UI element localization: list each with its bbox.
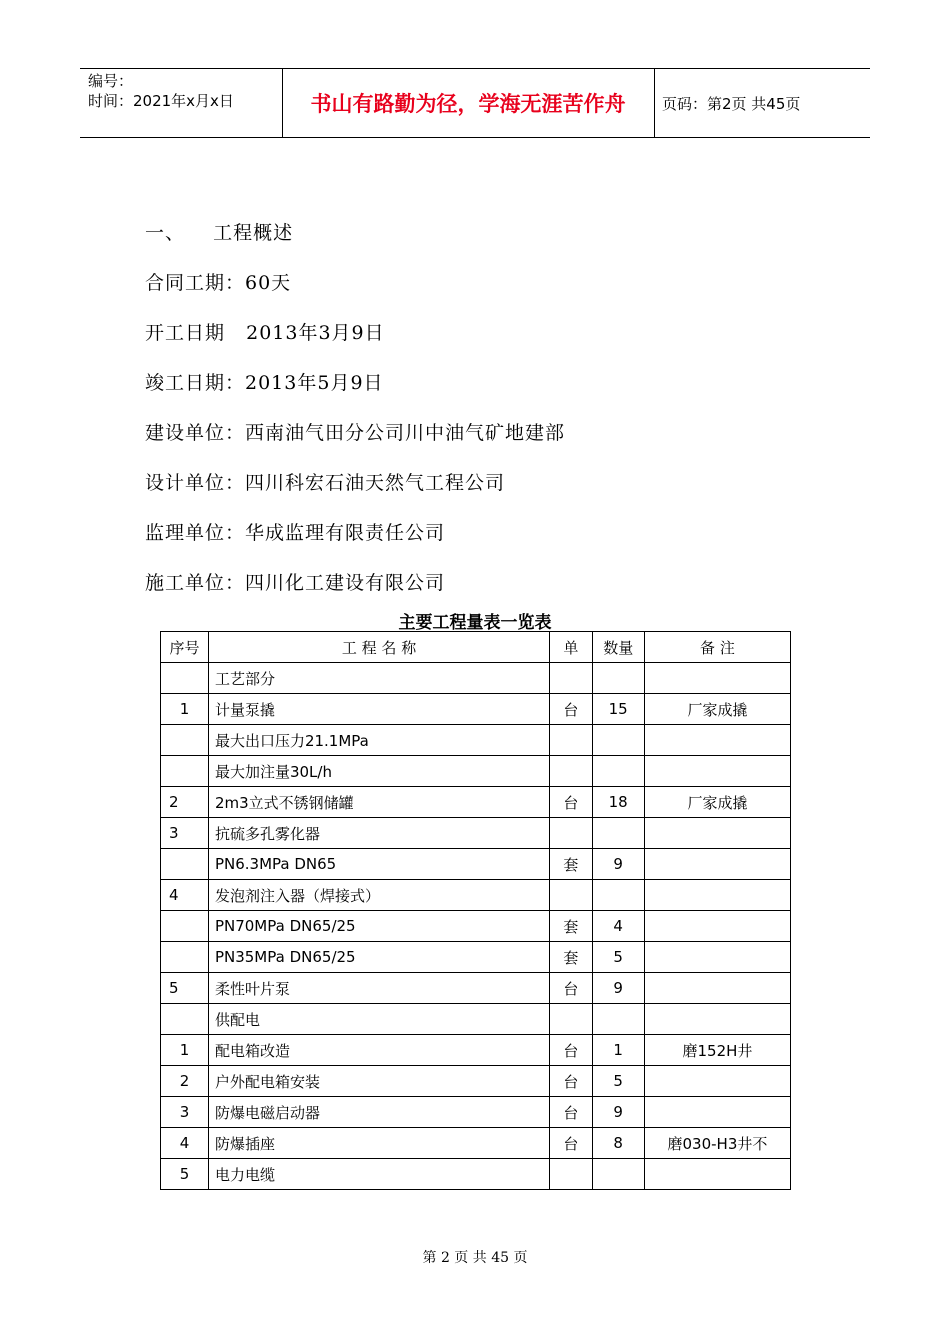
row-name: 最大加注量30L/h xyxy=(208,756,549,787)
row-quantity: 9 xyxy=(592,973,644,1004)
row-name: 工艺部分 xyxy=(208,663,549,694)
row-number xyxy=(161,1004,209,1035)
row-remark xyxy=(644,973,790,1004)
table-row xyxy=(161,1159,791,1190)
header-page-number: 页码：第2页 共45页 xyxy=(662,94,801,113)
header-remark: 备 注 xyxy=(644,632,790,663)
row-name: 配电箱改造 xyxy=(208,1035,549,1066)
row-unit xyxy=(550,725,592,756)
row-name: 最大出口压力21.1MPa xyxy=(208,725,549,756)
row-quantity: 4 xyxy=(592,911,644,942)
table-row xyxy=(161,973,791,1004)
header-divider xyxy=(654,69,655,137)
row-number xyxy=(161,942,209,973)
table-row xyxy=(161,818,791,849)
table-row xyxy=(161,725,791,756)
row-quantity xyxy=(592,756,644,787)
row-quantity: 18 xyxy=(592,787,644,818)
row-number: 5 xyxy=(161,1159,209,1190)
row-quantity: 1 xyxy=(592,1035,644,1066)
row-number: 4 xyxy=(161,1128,209,1159)
row-quantity: 8 xyxy=(592,1128,644,1159)
builder-unit: 建设单位：西南油气田分公司川中油气矿地建部 xyxy=(145,422,566,444)
document-time-label: 时间：2021年x月x日 xyxy=(88,92,234,110)
row-name: 计量泵撬 xyxy=(208,694,549,725)
row-remark xyxy=(644,880,790,911)
table-body xyxy=(161,663,791,1190)
start-date: 开工日期 2013年3月9日 xyxy=(145,322,385,344)
row-number: 5 xyxy=(161,973,209,1004)
row-remark xyxy=(644,725,790,756)
row-number: 3 xyxy=(161,1097,209,1128)
table-row xyxy=(161,787,791,818)
table-row xyxy=(161,694,791,725)
row-unit: 台 xyxy=(550,1128,592,1159)
header-meta xyxy=(88,71,278,111)
table-row xyxy=(161,1035,791,1066)
row-name: PN35MPa DN65/25 xyxy=(208,942,549,973)
table-row xyxy=(161,880,791,911)
row-unit: 套 xyxy=(550,849,592,880)
row-number xyxy=(161,756,209,787)
row-unit: 套 xyxy=(550,942,592,973)
row-number: 3 xyxy=(161,818,209,849)
row-unit: 台 xyxy=(550,1066,592,1097)
row-remark xyxy=(644,911,790,942)
quantity-table xyxy=(160,631,791,1190)
row-remark xyxy=(644,1159,790,1190)
row-remark: 磨030-H3井不 xyxy=(644,1128,790,1159)
row-unit: 台 xyxy=(550,1035,592,1066)
end-date: 竣工日期：2013年5月9日 xyxy=(145,372,384,394)
header-qty: 数量 xyxy=(592,632,644,663)
row-unit: 套 xyxy=(550,911,592,942)
row-quantity xyxy=(592,1159,644,1190)
row-unit: 台 xyxy=(550,1097,592,1128)
row-unit: 台 xyxy=(550,694,592,725)
project-overview xyxy=(145,215,565,615)
header-name: 工 程 名 称 xyxy=(208,632,549,663)
table-row xyxy=(161,756,791,787)
row-name: 发泡剂注入器（焊接式） xyxy=(208,880,549,911)
row-number xyxy=(161,725,209,756)
row-name: 户外配电箱安装 xyxy=(208,1066,549,1097)
header-no: 序号 xyxy=(161,632,209,663)
table-row xyxy=(161,663,791,694)
row-number: 2 xyxy=(161,787,209,818)
row-unit xyxy=(550,818,592,849)
row-remark xyxy=(644,663,790,694)
row-quantity: 9 xyxy=(592,1097,644,1128)
row-number: 4 xyxy=(161,880,209,911)
row-unit xyxy=(550,663,592,694)
row-unit xyxy=(550,1004,592,1035)
supervisor-unit: 监理单位：华成监理有限责任公司 xyxy=(145,522,446,544)
row-name: 供配电 xyxy=(208,1004,549,1035)
row-remark: 厂家成撬 xyxy=(644,787,790,818)
row-remark: 厂家成撬 xyxy=(644,694,790,725)
row-unit xyxy=(550,880,592,911)
row-quantity: 5 xyxy=(592,1066,644,1097)
row-number xyxy=(161,911,209,942)
table-row xyxy=(161,1004,791,1035)
contractor-unit: 施工单位：四川化工建设有限公司 xyxy=(145,572,446,594)
row-number: 2 xyxy=(161,1066,209,1097)
table-row xyxy=(161,911,791,942)
document-number-label: 编号： xyxy=(88,72,134,90)
row-remark: 磨152H井 xyxy=(644,1035,790,1066)
row-name: 柔性叶片泵 xyxy=(208,973,549,1004)
row-name: 抗硫多孔雾化器 xyxy=(208,818,549,849)
table-row xyxy=(161,1066,791,1097)
row-remark xyxy=(644,818,790,849)
row-number xyxy=(161,849,209,880)
row-quantity: 9 xyxy=(592,849,644,880)
row-unit xyxy=(550,756,592,787)
row-number: 1 xyxy=(161,694,209,725)
row-quantity xyxy=(592,1004,644,1035)
page-header xyxy=(80,68,870,138)
row-remark xyxy=(644,1066,790,1097)
row-quantity xyxy=(592,663,644,694)
row-name: PN70MPa DN65/25 xyxy=(208,911,549,942)
table-row xyxy=(161,1128,791,1159)
row-unit xyxy=(550,1159,592,1190)
row-quantity: 15 xyxy=(592,694,644,725)
row-name: 防爆电磁启动器 xyxy=(208,1097,549,1128)
row-name: 2m3立式不锈钢储罐 xyxy=(208,787,549,818)
header-motto: 书山有路勤为径，学海无涯苦作舟 xyxy=(310,92,626,116)
table-row xyxy=(161,942,791,973)
row-remark xyxy=(644,849,790,880)
designer-unit: 设计单位：四川科宏石油天然气工程公司 xyxy=(145,472,506,494)
row-remark xyxy=(644,1004,790,1035)
table-header-row xyxy=(161,632,791,663)
row-remark xyxy=(644,942,790,973)
table-title: 主要工程量表一览表 xyxy=(398,613,552,633)
table-row xyxy=(161,849,791,880)
row-name: PN6.3MPa DN65 xyxy=(208,849,549,880)
section-heading: 一、 工程概述 xyxy=(145,222,294,244)
row-quantity xyxy=(592,725,644,756)
row-quantity xyxy=(592,818,644,849)
row-name: 电力电缆 xyxy=(208,1159,549,1190)
row-unit: 台 xyxy=(550,787,592,818)
header-unit: 单 xyxy=(550,632,592,663)
row-number xyxy=(161,663,209,694)
page-footer: 第 2 页 共 45 页 xyxy=(422,1250,528,1266)
row-remark xyxy=(644,756,790,787)
row-number: 1 xyxy=(161,1035,209,1066)
row-quantity: 5 xyxy=(592,942,644,973)
row-unit: 台 xyxy=(550,973,592,1004)
row-remark xyxy=(644,1097,790,1128)
row-name: 防爆插座 xyxy=(208,1128,549,1159)
table-row xyxy=(161,1097,791,1128)
contract-period: 合同工期：60天 xyxy=(145,272,292,294)
row-quantity xyxy=(592,880,644,911)
